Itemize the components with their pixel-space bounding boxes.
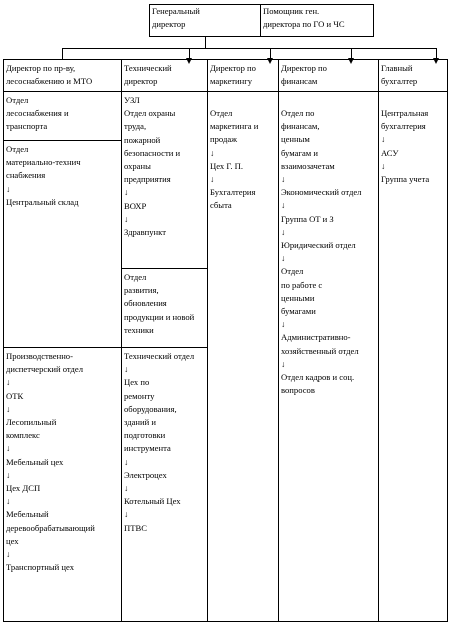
col1-split-2 (3, 347, 121, 348)
col5-header: Главный бухгалтер (381, 63, 418, 87)
col-divider-4 (378, 59, 379, 622)
col1-split-1 (3, 140, 121, 141)
col2-bottom-block: Технический отдел ↓ Цех по ремонту оборудования, зданий и подготовки инструмента ↓ Электроцех ↓ Котельный Цех ↓ ПТВС (124, 351, 195, 533)
col2-split-1 (121, 268, 207, 269)
col2-split-2 (121, 347, 207, 348)
col1-header: Директор по пр-ву, лесоснабжению и МТО (6, 63, 93, 87)
col2-mid-block: Отдел развития, обновления продукции и новой техники (124, 272, 195, 335)
col-divider-2 (207, 59, 208, 622)
connector-bar (62, 48, 436, 49)
connector-drop-5 (436, 48, 437, 58)
col-divider-1 (121, 59, 122, 622)
col2-top-block: УЗЛ Отдел охраны труда, пожарной безопасности и охраны предприятия ↓ ВОХР ↓ Здравпункт (124, 95, 181, 238)
general-director-label: Генеральный директор (152, 6, 200, 30)
col4-header: Директор по финансам (281, 63, 327, 87)
col-divider-3 (278, 59, 279, 622)
col3-header: Директор по маркетингу (210, 63, 256, 87)
col1-bottom-block: Производственно- диспетчерский отдел ↓ ОТК ↓ Лесопильный комплекс ↓ Мебельный цех ↓ Цех ДСП ↓ Мебельный деревообрабатывающий цех ↓ Транспортный цех (6, 351, 95, 573)
col2-header: Технический директор (124, 63, 172, 87)
col5-body: Центральная бухгалтерия ↓ АСУ ↓ Группа учета (381, 108, 430, 185)
connector-drop-2 (189, 48, 190, 58)
assistant-label: Помощник ген. директора по ГО и ЧС (263, 6, 345, 30)
col3-body: Отдел маркетинга и продаж ↓ Цех Г. П. ↓ Бухгалтерия сбыта (210, 108, 259, 211)
connector-drop-4 (351, 48, 352, 58)
connector-drop-3 (270, 48, 271, 58)
col1-mid-block: Отдел материально-технич снабжения ↓ Центральный склад (6, 144, 81, 207)
col1-top-block: Отдел лесоснабжения и транспорта (6, 95, 69, 132)
col4-body: Отдел по финансам, ценным бумагам и взаимозачетам ↓ Экономический отдел ↓ Группа ОТ и З ↓ Юридический отдел ↓ Отдел по работе с ценными бумагами ↓ Административно- хозяйственный отдел ↓ Отдел кадров и соц. вопросов (281, 108, 362, 396)
header-divider (3, 91, 448, 92)
